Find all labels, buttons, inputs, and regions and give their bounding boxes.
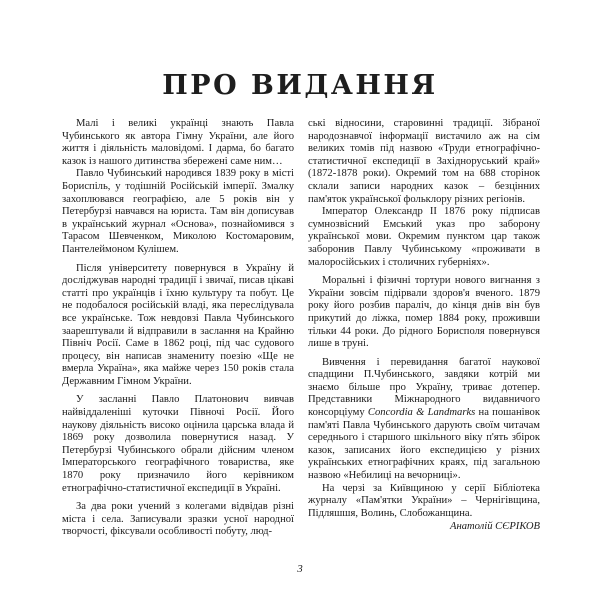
paragraph: За два роки учений з колегами відвідав різні міста і села. Записували зразки усної народної творчості, фіксували особливості побуту, люд- [62, 501, 294, 538]
paragraph: Після університету повернувся в Україну й досліджував народні традиції і звичаї, писав цікаві статті про українців і їхню культуру та побут. Це не подобалося російській владі, яка переслідувала все українське. Тож невдовзі Павла Чубинського заарештували й відправили в заслання на Крайню Північ Росії. Саме в 1862 році, під час судового процесу, він написав знамениту поезію «Ще не вмерла Україна», яка майже через 150 років стала Державним Гімном України. [62, 262, 294, 387]
article-body [62, 118, 540, 539]
paragraph: Моральні і фізичні тортури нового вигнання з України зовсім підірвали здоров'я вченого. 1879 року його розбив параліч, до кінця днів він був прикутий до ліжка, помер 1884 року, проживши тільки 44 роки. До рідного Борисполя повернувся лише в труні. [308, 275, 540, 350]
right-column [308, 118, 540, 539]
publisher-name: Concordia & Landmarks [367, 407, 476, 419]
paragraph-text: на пошанівок пам'яті Павла Чубинського дарують своїм читачам середнього і старшого шкільного віку п'ять збірок казок, записаних його експедицією у різних українських етнографічних краях, під загальною назвою «Небилиці на вечорниці». [308, 407, 540, 482]
paragraph: У засланні Павло Платонович вивчав найвіддаленіші куточки Півночі Росії. Його наукову діяльність високо оцінила царська влада й 1869 року дозволила повернутися назад. У Петербурзі Чубинського обрали дійсним членом Імператорського географічного товариства, яке 1870 року призначило його керівником етнографічно-статистичної експедиції в Україні. [62, 394, 294, 494]
paragraph [308, 357, 540, 483]
paragraph-text: Вивчення і перевидання багатої наукової спадщини П.Чубинського, завдяки котрій ми знаємо більше про Україну, триває дотепер. Представники Міжнародного видавничого консорціуму [308, 356, 540, 419]
paragraph: Імператор Олександр ІІ 1876 року підписав сумнозвісний Емський указ про заборону української мови. Окремим пунктом цар також заборонив Павлу Чубинському «проживати в малоросійських і столичних губерніях». [308, 206, 540, 268]
paragraph: ські відносини, старовинні традиції. Зібраної народознавчої інформації вистачило аж на сім великих томів під назвою «Труди етнографічно-статистичної експедиції в Західноруський край» (1872-1878 роки). Окремий том на 688 сторінок склали записи народних казок – безцінних пам'яток української фольклору різних регіонів. [308, 118, 540, 205]
paragraph: На черзі за Київщиною у серії Бібліотека журналу «Пам'ятки України» – Чернігівщина, Підляшшя, Волинь, Слобожанщина. [308, 482, 540, 519]
left-column [62, 118, 294, 539]
author-signature: Анатолій СЄРІКОВ [449, 521, 540, 533]
page-title: ПРО ВИДАННЯ [162, 70, 438, 101]
page-number: 3 [297, 563, 303, 575]
paragraph: Павло Чубинський народився 1839 року в місті Бориспіль, у тодішній Російській імперії. Змалку захоплювався географією, але 5 років він у Петербурзі навчався на юриста. Там він дописував в український журнал «Основа», познайомився з Тарасом Шевченком, Миколою Костомаровим, Пантелеймоном Кулішем. [62, 168, 294, 255]
paragraph: Малі і великі українці знають Павла Чубинського як автора Гімну України, але його життя і діяльність маловідомі. І дарма, бо багато казок із нашого дитинства збережені саме ним… [62, 118, 294, 167]
